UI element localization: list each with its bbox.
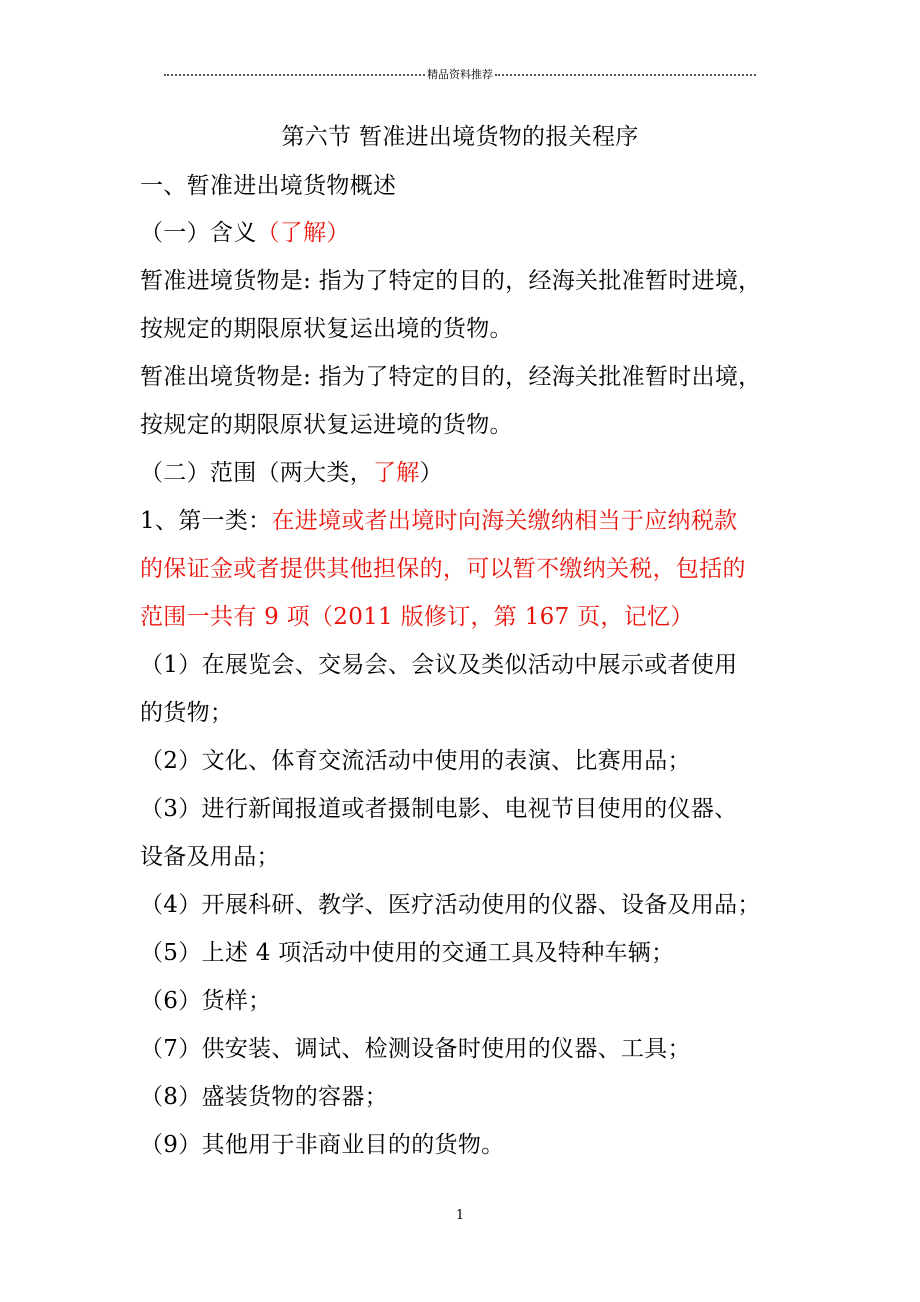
list-item-9: （9）其他用于非商业目的的货物。 [140,1132,505,1158]
list-item-4: （4）开展科研、教学、医疗活动使用的仪器、设备及用品； [140,892,761,918]
subheading-meaning-text: （一）含义 [140,220,257,246]
list-item-2: （2）文化、体育交流活动中使用的表演、比赛用品； [140,748,691,774]
list-item-1-line2: 的货物； [140,700,234,726]
list-item-7: （7）供安装、调试、检测设备时使用的仪器、工具； [140,1036,691,1062]
page-number: 1 [455,1208,465,1223]
definition-export-line1: 暂准出境货物是: 指为了特定的目的，经海关批准暂时出境， [140,364,762,390]
category1-line3: 范围一共有 9 项（2011 版修订，第 167 页，记忆） [140,604,694,630]
subheading-meaning [140,218,350,248]
section-title: 第六节 暂准进出境货物的报关程序 [281,124,639,150]
header-dotted-rule-left [164,74,425,76]
subheading-meaning-note: （了解） [256,220,350,246]
definition-import-line1: 暂准进境货物是: 指为了特定的目的，经海关批准暂时进境， [140,268,762,294]
subheading-scope-suffix: ） [419,460,443,486]
subheading-scope-text: （二）范围（两大类， [140,460,373,486]
category1-text1: 在进境或者出境时向海关缴纳相当于应纳税款 [271,508,738,534]
definition-export-line2: 按规定的期限原状复运进境的货物。 [140,412,513,438]
list-item-6: （6）货样； [140,988,272,1014]
header-dotted-rule-right [495,74,756,76]
page-header [164,64,756,84]
list-item-1-line1: （1）在展览会、交易会、会议及类似活动中展示或者使用 [140,652,738,678]
header-text: 精品资料推荐 [427,68,493,81]
definition-import-line2: 按规定的期限原状复运出境的货物。 [140,316,513,342]
heading-overview: 一、暂准进出境货物概述 [140,173,397,199]
list-item-8: （8）盛装货物的容器； [140,1084,388,1110]
category1-prefix: 1、第一类： [140,508,272,534]
subheading-scope [140,458,443,488]
list-item-3-line2: 设备及用品； [140,844,280,870]
category1-line2: 的保证金或者提供其他担保的，可以暂不缴纳关税，包括的 [140,556,746,582]
list-item-3-line1: （3）进行新闻报道或者摄制电影、电视节目使用的仪器、 [140,796,738,822]
list-item-5: （5）上述 4 项活动中使用的交通工具及特种车辆； [140,940,675,966]
category1-line1 [140,506,737,536]
subheading-scope-note: 了解 [373,460,420,486]
